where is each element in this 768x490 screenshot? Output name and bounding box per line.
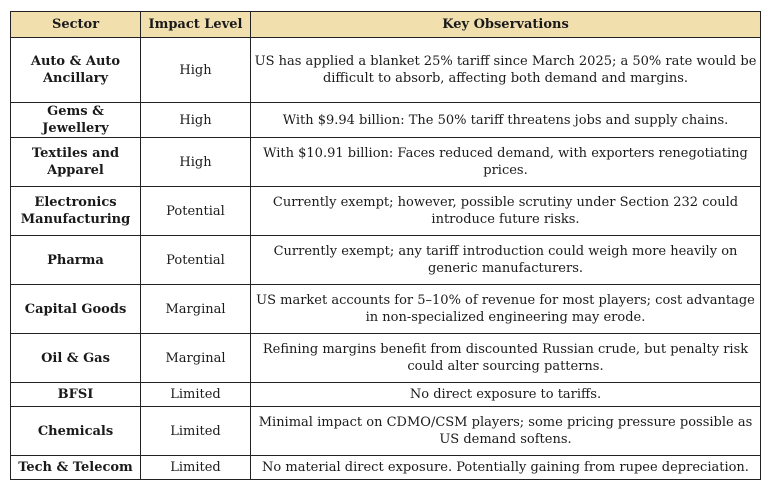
impact-cell: Potential bbox=[141, 236, 251, 285]
table-row bbox=[11, 383, 761, 407]
header-row bbox=[11, 12, 761, 38]
impact-cell: Limited bbox=[141, 456, 251, 480]
observation-cell: US market accounts for 5–10% of revenue for most players; cost advantage in non-specialized engineering may erode. bbox=[251, 285, 761, 334]
sector-cell: Textiles and Apparel bbox=[11, 138, 141, 187]
observation-cell: Currently exempt; any tariff introduction could weigh more heavily on generic manufacturers. bbox=[251, 236, 761, 285]
table-row bbox=[11, 236, 761, 285]
observation-cell: Refining margins benefit from discounted Russian crude, but penalty risk could alter sourcing patterns. bbox=[251, 334, 761, 383]
impact-cell: High bbox=[141, 138, 251, 187]
observation-cell: US has applied a blanket 25% tariff since March 2025; a 50% rate would be difficult to absorb, affecting both demand and margins. bbox=[251, 38, 761, 103]
table-row bbox=[11, 187, 761, 236]
impact-cell: Marginal bbox=[141, 285, 251, 334]
header-impact-level: Impact Level bbox=[141, 12, 251, 38]
sector-impact-table bbox=[10, 11, 761, 480]
table-row bbox=[11, 138, 761, 187]
sector-cell: Chemicals bbox=[11, 407, 141, 456]
observation-cell: Currently exempt; however, possible scrutiny under Section 232 could introduce future risks. bbox=[251, 187, 761, 236]
impact-cell: Limited bbox=[141, 407, 251, 456]
impact-cell: High bbox=[141, 103, 251, 138]
impact-cell: Potential bbox=[141, 187, 251, 236]
impact-cell: High bbox=[141, 38, 251, 103]
observation-cell: With $9.94 billion: The 50% tariff threatens jobs and supply chains. bbox=[251, 103, 761, 138]
header-key-observations: Key Observations bbox=[251, 12, 761, 38]
table-row bbox=[11, 456, 761, 480]
header-sector: Sector bbox=[11, 12, 141, 38]
sector-cell: Capital Goods bbox=[11, 285, 141, 334]
table-row bbox=[11, 334, 761, 383]
table-row bbox=[11, 285, 761, 334]
observation-cell: With $10.91 billion: Faces reduced demand, with exporters renegotiating prices. bbox=[251, 138, 761, 187]
table-row bbox=[11, 38, 761, 103]
impact-cell: Limited bbox=[141, 383, 251, 407]
table-row bbox=[11, 407, 761, 456]
sector-cell: Auto & Auto Ancillary bbox=[11, 38, 141, 103]
sector-cell: Pharma bbox=[11, 236, 141, 285]
observation-cell: No material direct exposure. Potentially gaining from rupee depreciation. bbox=[251, 456, 761, 480]
sector-cell: Electronics Manufacturing bbox=[11, 187, 141, 236]
sector-cell: Tech & Telecom bbox=[11, 456, 141, 480]
observation-cell: Minimal impact on CDMO/CSM players; some pricing pressure possible as US demand softens. bbox=[251, 407, 761, 456]
sector-cell: Oil & Gas bbox=[11, 334, 141, 383]
impact-cell: Marginal bbox=[141, 334, 251, 383]
table-row bbox=[11, 103, 761, 138]
sector-cell: Gems & Jewellery bbox=[11, 103, 141, 138]
sector-cell: BFSI bbox=[11, 383, 141, 407]
observation-cell: No direct exposure to tariffs. bbox=[251, 383, 761, 407]
